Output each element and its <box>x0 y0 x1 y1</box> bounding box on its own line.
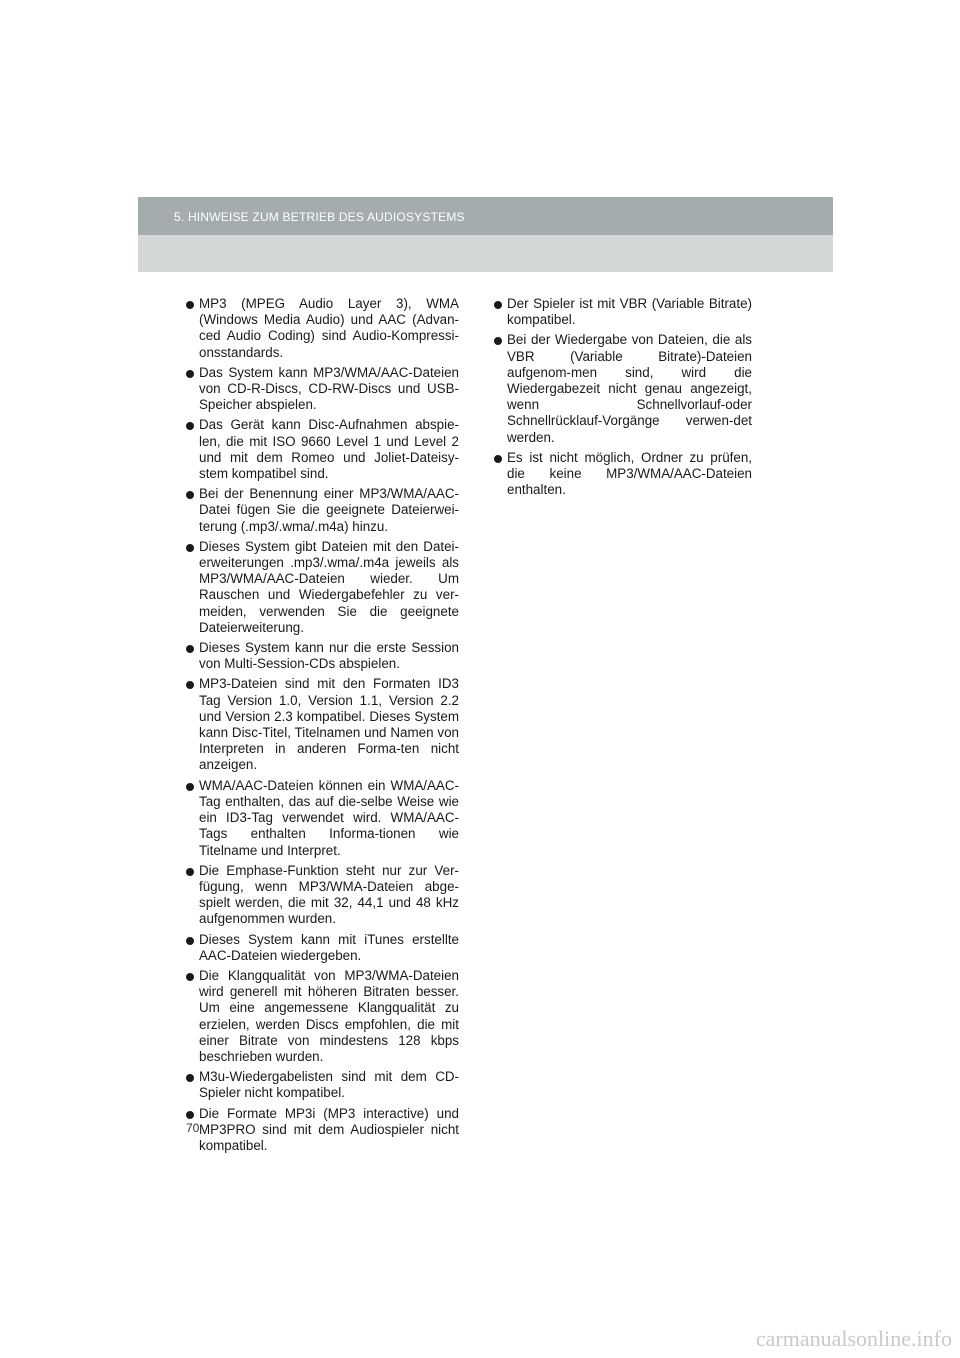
list-item-text: Dieses System kann nur die erste Session von Multi-Session-CDs abspielen. <box>199 640 459 672</box>
bullet-icon <box>186 370 194 378</box>
list-item <box>186 539 459 636</box>
list-item-text: Bei der Wiedergabe von Dateien, die als VBR (Variable Bitrate)-Dateien aufgenom-men sind, wird die Wiedergabezeit nicht genau angezeigt, wenn Schnellvorlauf-oder Schnellrücklauf-Vorgänge verwen-det werden. <box>507 332 752 445</box>
list-item <box>186 1069 459 1101</box>
list-item <box>186 486 459 535</box>
list-item-text: Der Spieler ist mit VBR (Variable Bitrate) kompatibel. <box>507 296 752 328</box>
list-item <box>494 296 752 328</box>
list-item <box>186 417 459 482</box>
section-header-subband <box>138 235 833 272</box>
watermark: carmanualsonline.info <box>755 1326 952 1351</box>
bullet-icon <box>494 301 502 309</box>
bullet-icon <box>186 544 194 552</box>
list-item-text: MP3 (MPEG Audio Layer 3), WMA (Windows Media Audio) und AAC (Advan-ced Audio Coding) sind Audio-Kompressi-onsstandards. <box>199 296 459 360</box>
bullet-icon <box>186 422 194 430</box>
list-item-text: Dieses System gibt Dateien mit den Datei-erweiterungen .mp3/.wma/.m4a jeweils als MP3/WMA/AAC-Dateien wieder. Um Rauschen und Wiedergabefehler zu ver-meiden, verwenden Sie die geeignete Dateierweiterung. <box>199 538 459 635</box>
bullet-icon <box>186 937 194 945</box>
left-column <box>186 296 459 1158</box>
bullet-icon <box>186 1111 194 1119</box>
list-item <box>186 676 459 773</box>
list-item-text: Die Emphase-Funktion steht nur zur Ver-fügung, wenn MP3/WMA-Dateien abge-spielt werden, die mit 32, 44,1 und 48 kHz aufgenommen wurden. <box>199 862 459 927</box>
list-item <box>186 968 459 1065</box>
list-item <box>494 450 752 499</box>
list-item-text: MP3-Dateien sind mit den Formaten ID3 Tag Version 1.0, Version 1.1, Version 2.2 und Version 2.3 kompatibel. Dieses System kann Disc-Titel, Titelnamen und Namen von Interpreten in anderen Forma-ten nicht anzeigen. <box>199 676 459 773</box>
page-number: 70 <box>186 1121 200 1135</box>
bullet-icon <box>186 645 194 653</box>
list-item <box>186 1106 459 1155</box>
list-item <box>186 365 459 414</box>
bullet-icon <box>186 681 194 689</box>
bullet-icon <box>186 783 194 791</box>
list-item-text: WMA/AAC-Dateien können ein WMA/AAC-Tag enthalten, das auf die-selbe Weise wie ein ID3-Tag verwendet wird. WMA/AAC-Tags enthalten Informa-tionen wie Titelname und Interpret. <box>199 777 459 858</box>
bullet-icon <box>494 337 502 345</box>
bullet-icon <box>186 491 194 499</box>
bullet-icon <box>186 868 194 876</box>
list-item-text: Dieses System kann mit iTunes erstellte AAC-Dateien wiedergeben. <box>199 931 459 963</box>
section-header-band <box>138 197 833 235</box>
list-item <box>494 332 752 445</box>
bullet-icon <box>186 301 194 309</box>
right-column <box>494 296 752 502</box>
bullet-icon <box>186 1074 194 1082</box>
list-item-text: Das Gerät kann Disc-Aufnahmen abspie-len, die mit ISO 9660 Level 1 und Level 2 und mit dem Romeo und Joliet-Dateisy-stem kompatibel sind. <box>199 417 459 482</box>
list-item <box>186 296 459 361</box>
list-item-text: Es ist nicht möglich, Ordner zu prüfen, die keine MP3/WMA/AAC-Dateien enthalten. <box>507 449 752 498</box>
list-item <box>186 863 459 928</box>
list-item-text: Das System kann MP3/WMA/AAC-Dateien von CD-R-Discs, CD-RW-Discs und USB-Speicher abspielen. <box>199 364 459 413</box>
list-item-text: Die Klangqualität von MP3/WMA-Dateien wird generell mit höheren Bitraten besser. Um eine angemessene Klangqualität zu erzielen, werden Discs empfohlen, die mit einer Bitrate von mindestens 128 kbps beschrieben wurden. <box>199 967 459 1064</box>
list-item-text: M3u-Wiedergabelisten sind mit dem CD-Spieler nicht kompatibel. <box>199 1069 459 1101</box>
list-item <box>186 640 459 672</box>
bullet-icon <box>494 455 502 463</box>
list-item-text: Die Formate MP3i (MP3 interactive) und MP3PRO sind mit dem Audiospieler nicht kompatibel. <box>199 1105 459 1153</box>
section-title: 5. HINWEISE ZUM BETRIEB DES AUDIOSYSTEMS <box>174 210 465 224</box>
list-item-text: Bei der Benennung einer MP3/WMA/AAC-Datei fügen Sie die geeignete Dateierwei-terung (.mp3/.wma/.m4a) hinzu. <box>199 486 459 534</box>
bullet-icon <box>186 973 194 981</box>
list-item <box>186 778 459 859</box>
list-item <box>186 932 459 964</box>
